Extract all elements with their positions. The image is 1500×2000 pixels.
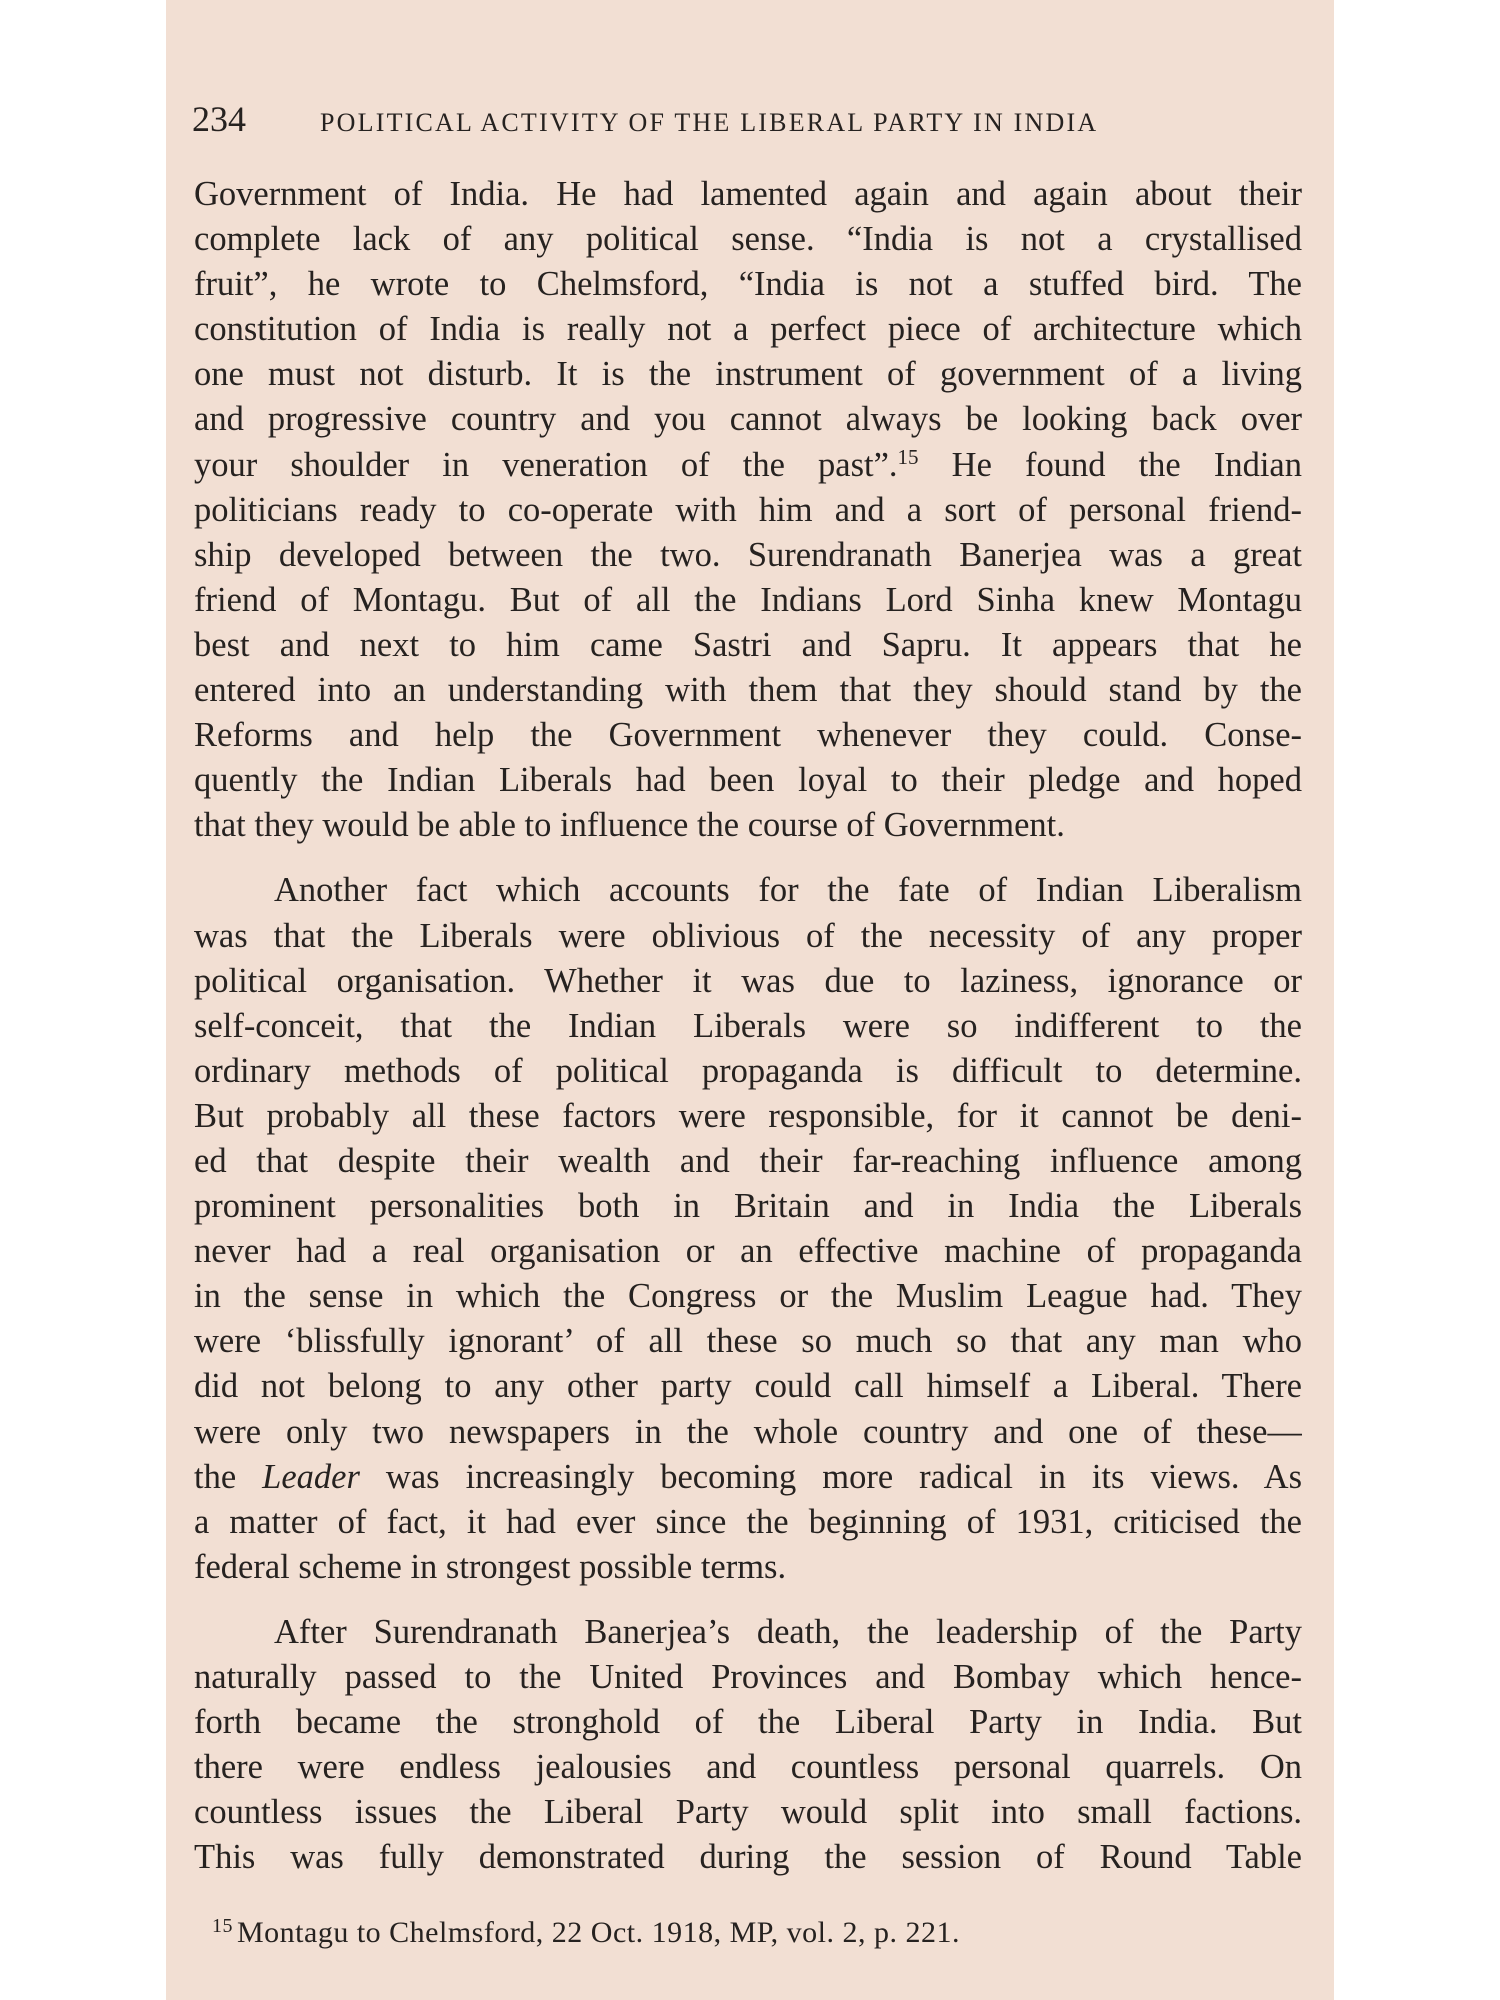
text-line: there were endless jealousies and countless personal quarrels. On <box>194 1748 1302 1787</box>
newspaper-title: Leader <box>262 1457 360 1496</box>
text-line: federal scheme in strongest possible terms. <box>194 1547 787 1586</box>
text-line: that they would be able to influence the course of Government. <box>194 806 1065 845</box>
running-title: POLITICAL ACTIVITY OF THE LIBERAL PARTY IN INDIA <box>320 108 1099 137</box>
text-line: This was fully demonstrated during the session of Round Table <box>194 1838 1302 1877</box>
text-line: a matter of fact, it had ever since the beginning of 1931, criticised the <box>194 1502 1302 1541</box>
text-line: ship developed between the two. Surendranath Banerjea was a great <box>194 535 1302 574</box>
text-line: in the sense in which the Congress or the Muslim League had. They <box>194 1277 1302 1316</box>
text-line: never had a real organisation or an effective machine of propaganda <box>194 1232 1302 1271</box>
page-number: 234 <box>192 99 246 139</box>
book-page <box>166 0 1334 2000</box>
text-line: countless issues the Liberal Party would split into small factions. <box>194 1793 1302 1832</box>
text-line: quently the Indian Liberals had been loyal to their pledge and hoped <box>194 761 1302 800</box>
text-line: did not belong to any other party could call himself a Liberal. There <box>194 1367 1302 1406</box>
text-line: forth became the stronghold of the Liberal Party in India. But <box>194 1703 1302 1742</box>
text-line: and progressive country and you cannot always be looking back over <box>194 400 1302 439</box>
paragraph-1 <box>194 172 1302 848</box>
text-line: ordinary methods of political propaganda is difficult to determine. <box>194 1051 1302 1090</box>
text-line: entered into an understanding with them that they should stand by the <box>194 671 1302 710</box>
text-line: politicians ready to co-operate with him and a sort of personal friend- <box>194 490 1302 529</box>
quote-end: your shoulder in veneration of the past”. <box>194 445 898 484</box>
footnote-text: Montagu to Chelmsford, 22 Oct. 1918, MP, vol. 2, p. 221. <box>237 1916 960 1949</box>
text-line: was that the Liberals were oblivious of the necessity of any proper <box>194 916 1302 955</box>
text-line: fruit”, he wrote to Chelmsford, “India is not a stuffed bird. The <box>194 265 1302 304</box>
text-line: Another fact which accounts for the fate of Indian Liberalism <box>274 871 1302 910</box>
text-line: were ‘blissfully ignorant’ of all these so much so that any man who <box>194 1322 1302 1361</box>
paragraph-2 <box>194 868 1302 1590</box>
line-start: the <box>194 1457 237 1496</box>
line-continuation: was increasingly becoming more radical in its views. As <box>359 1457 1302 1496</box>
text-line-with-italic <box>194 1455 1302 1500</box>
text-line: Government of India. He had lamented again and again about their <box>194 175 1302 213</box>
text-line: self-conceit, that the Indian Liberals were so indifferent to the <box>194 1006 1302 1045</box>
line-continuation: He found the Indian <box>918 445 1302 484</box>
text-line: constitution of India is really not a perfect piece of architecture which <box>194 310 1302 349</box>
text-line: Reforms and help the Government whenever they could. Conse- <box>194 716 1302 755</box>
text-line: one must not disturb. It is the instrument of government of a living <box>194 355 1302 394</box>
page-header <box>192 98 1294 148</box>
text-line: ed that despite their wealth and their far-reaching influence among <box>194 1141 1302 1180</box>
text-line-with-footnote <box>194 443 1302 488</box>
footnote <box>212 1915 960 1950</box>
text-line: After Surendranath Banerjea’s death, the leadership of the Party <box>274 1612 1302 1651</box>
text-line: prominent personalities both in Britain and in India the Liberals <box>194 1187 1302 1226</box>
footnote-reference[interactable]: 15 <box>897 444 919 469</box>
text-line: best and next to him came Sastri and Sapru. It appears that he <box>194 625 1302 664</box>
text-line: were only two newspapers in the whole country and one of these— <box>194 1412 1302 1451</box>
paragraph-3 <box>194 1610 1302 1881</box>
page-body <box>194 172 1302 1880</box>
text-line: friend of Montagu. But of all the Indians Lord Sinha knew Montagu <box>194 580 1302 619</box>
text-line: But probably all these factors were responsible, for it cannot be deni- <box>194 1096 1302 1135</box>
footnote-mark: 15 <box>212 1915 233 1937</box>
text-line: political organisation. Whether it was due to laziness, ignorance or <box>194 961 1302 1000</box>
text-line: naturally passed to the United Provinces and Bombay which hence- <box>194 1658 1302 1696</box>
text-line: complete lack of any political sense. “India is not a crystallised <box>194 220 1302 259</box>
